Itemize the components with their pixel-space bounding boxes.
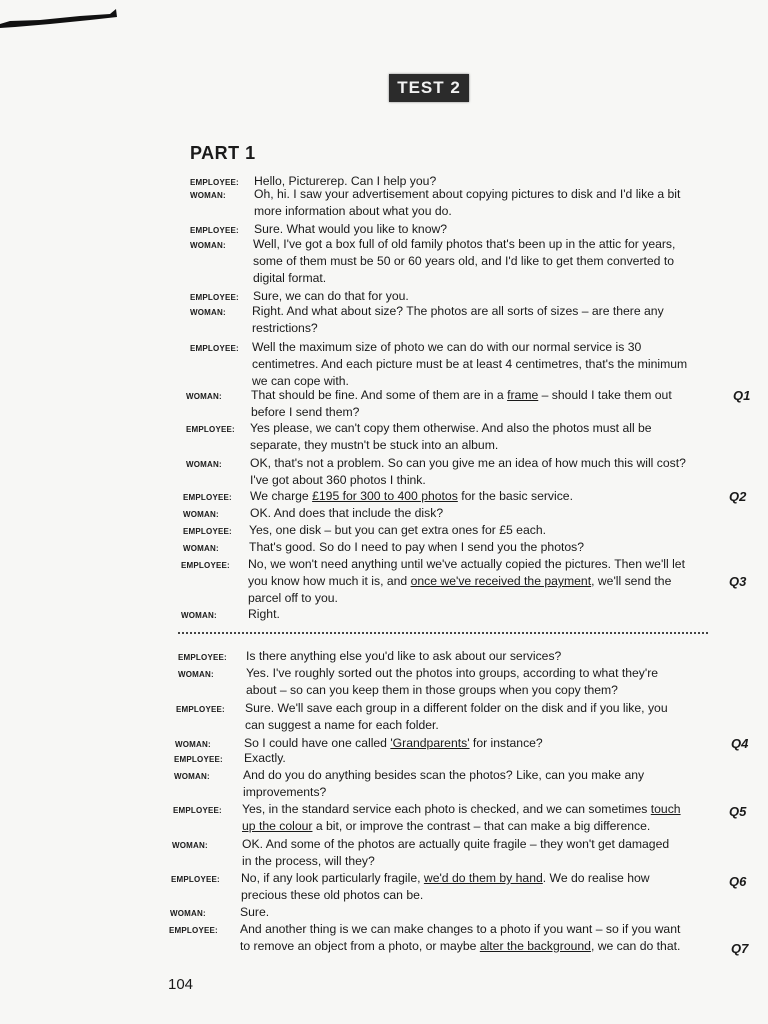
dialogue-line: [240, 938, 680, 955]
speaker-label: EMPLOYEE:: [190, 226, 239, 235]
line-text: precious these old photos can be.: [241, 888, 424, 902]
speaker-label: WOMAN:: [175, 740, 211, 749]
line-text: . We do realise how: [542, 871, 650, 885]
speaker-label: EMPLOYEE:: [169, 926, 218, 935]
answer-underline: once we've received the payment: [410, 574, 592, 588]
question-marker: Q5: [729, 804, 747, 819]
question-marker: Q6: [729, 874, 747, 889]
line-text: Yes please, we can't copy them otherwise. And also the photos must all be: [250, 421, 652, 435]
line-text: digital format.: [253, 271, 327, 285]
line-text: we can cope with.: [252, 374, 349, 388]
dialogue-line: [252, 356, 687, 373]
line-text: improvements?: [243, 785, 327, 799]
line-text: And another thing is we can make changes to a photo if you want – so if you want: [240, 922, 681, 936]
line-text: for the basic service.: [457, 489, 573, 503]
page-number: 104: [168, 976, 194, 993]
speaker-label: WOMAN:: [190, 308, 226, 317]
speaker-label: EMPLOYEE:: [190, 293, 239, 302]
dialogue-line: [248, 590, 338, 607]
dialogue-line: [243, 767, 644, 784]
line-text: OK. And some of the photos are actually quite fragile – they won't get damaged: [242, 837, 670, 851]
speaker-label: EMPLOYEE:: [190, 178, 239, 187]
dialogue-line: [245, 717, 439, 734]
line-text: Sure. What would you like to know?: [254, 222, 448, 236]
speaker-label: EMPLOYEE:: [178, 653, 227, 662]
dialogue-line: [253, 270, 326, 287]
speaker-label: WOMAN:: [190, 191, 226, 200]
line-text: Yes. I've roughly sorted out the photos into groups, according to what they're: [246, 666, 659, 680]
line-text: Right. And what about size? The photos are all sorts of sizes – are there any: [252, 304, 664, 318]
question-marker: Q7: [731, 941, 749, 956]
question-marker: Q1: [733, 388, 751, 403]
speaker-label: WOMAN:: [181, 611, 217, 620]
speaker-label: EMPLOYEE:: [183, 527, 232, 536]
line-text: in the process, will they?: [242, 854, 375, 868]
speaker-label: EMPLOYEE:: [183, 493, 232, 502]
line-text: Sure.: [240, 905, 270, 919]
dialogue-line: [242, 818, 650, 835]
line-text: before I send them?: [251, 405, 360, 419]
dialogue-line: [252, 339, 641, 356]
speaker-label: WOMAN:: [178, 670, 214, 679]
line-text: separate, they mustn't be stuck into an album.: [250, 438, 499, 452]
speaker-label: WOMAN:: [186, 392, 222, 401]
dialogue-line: [250, 437, 498, 454]
line-text: We charge: [250, 489, 313, 503]
line-text: OK. And does that include the disk?: [250, 506, 444, 520]
dialogue-line: [248, 556, 685, 573]
dialogue-line: [244, 750, 286, 767]
line-text: , we'll send the: [591, 574, 672, 588]
line-text: Yes, one disk – but you can get extra ones for £5 each.: [249, 523, 546, 537]
dialogue-line: [243, 784, 326, 801]
dialogue-line: [242, 836, 669, 853]
answer-underline: £195 for 300 to 400 photos: [312, 489, 458, 503]
line-text: Well the maximum size of photo we can do with our normal service is 30: [252, 340, 642, 354]
line-text: for instance?: [469, 736, 543, 750]
test-badge: TEST 2: [389, 74, 469, 102]
speaker-label: WOMAN:: [172, 841, 208, 850]
line-text: Is there anything else you'd like to ask about our services?: [246, 649, 562, 663]
line-text: parcel off to you.: [248, 591, 338, 605]
line-text: can suggest a name for each folder.: [245, 718, 439, 732]
line-text: So I could have one called: [244, 736, 391, 750]
dialogue-line: [254, 186, 680, 203]
speaker-label: EMPLOYEE:: [181, 561, 230, 570]
dialogue-line: [241, 870, 650, 887]
line-text: Right.: [248, 607, 280, 621]
dialogue-line: [252, 320, 318, 337]
speaker-label: EMPLOYEE:: [190, 344, 239, 353]
dialogue-line: [249, 522, 546, 539]
dialogue-line: [242, 801, 681, 818]
dialogue-line: [250, 420, 652, 437]
line-text: Yes, in the standard service each photo is checked, and we can sometimes: [242, 802, 651, 816]
line-text: Exactly.: [244, 751, 286, 765]
line-text: to remove an object from a photo, or maybe: [240, 939, 480, 953]
answer-underline: frame: [507, 388, 539, 402]
dialogue-line: [250, 472, 426, 489]
dialogue-line: [248, 606, 280, 623]
line-text: Oh, hi. I saw your advertisement about copying pictures to disk and I'd like a bit: [254, 187, 681, 201]
dialogue-line: [250, 488, 573, 505]
dialogue-line: [248, 573, 671, 590]
dialogue-line: [249, 539, 584, 556]
scan-mark: [0, 6, 118, 28]
line-text: Hello, Picturerep. Can I help you?: [254, 174, 437, 188]
speaker-label: WOMAN:: [190, 241, 226, 250]
speaker-label: EMPLOYEE:: [186, 425, 235, 434]
line-text: No, we won't need anything until we've actually copied the pictures. Then we'll let: [248, 557, 685, 571]
dialogue-line: [250, 505, 443, 522]
dialogue-line: [246, 665, 658, 682]
line-text: centimetres. And each picture must be at least 4 centimetres, that's the minimum: [252, 357, 688, 371]
speaker-label: WOMAN:: [183, 544, 219, 553]
answer-underline: we'd do them by hand: [423, 871, 543, 885]
line-text: No, if any look particularly fragile,: [241, 871, 424, 885]
line-text: Sure. We'll save each group in a different folder on the disk and if you like, you: [245, 701, 668, 715]
dialogue-line: [246, 648, 561, 665]
line-text: And do you do anything besides scan the photos? Like, can you make any: [243, 768, 645, 782]
question-marker: Q4: [731, 736, 749, 751]
dialogue-line: [252, 303, 664, 320]
line-text: Well, I've got a box full of old family photos that's been up in the attic for years,: [253, 237, 676, 251]
speaker-label: WOMAN:: [170, 909, 206, 918]
speaker-label: EMPLOYEE:: [171, 875, 220, 884]
dialogue-line: [251, 404, 359, 421]
speaker-label: EMPLOYEE:: [176, 705, 225, 714]
part-title: PART 1: [190, 143, 256, 163]
question-marker: Q3: [729, 574, 747, 589]
answer-underline: touch: [650, 802, 681, 816]
line-text: restrictions?: [252, 321, 318, 335]
line-text: Sure, we can do that for you.: [253, 289, 409, 303]
dialogue-line: [253, 253, 674, 270]
line-text: – should I take them out: [538, 388, 672, 402]
dialogue-line: [245, 700, 668, 717]
speaker-label: WOMAN:: [186, 460, 222, 469]
line-text: some of them must be 50 or 60 years old, and I'd like to get them converted to: [253, 254, 674, 268]
speaker-label: WOMAN:: [183, 510, 219, 519]
line-text: about – so can you keep them in those groups when you copy them?: [246, 683, 618, 697]
dialogue-line: [250, 455, 686, 472]
answer-underline: 'Grandparents': [390, 736, 470, 750]
line-text: I've got about 360 photos I think.: [250, 473, 426, 487]
speaker-label: WOMAN:: [174, 772, 210, 781]
dialogue-line: [240, 921, 680, 938]
dialogue-line: [251, 387, 672, 404]
section-divider: [178, 632, 708, 634]
dialogue-line: [253, 236, 675, 253]
line-text: That's good. So do I need to pay when I send you the photos?: [249, 540, 585, 554]
dialogue-line: [254, 203, 452, 220]
speaker-label: EMPLOYEE:: [174, 755, 223, 764]
answer-underline: alter the background: [479, 939, 591, 953]
line-text: OK, that's not a problem. So can you give me an idea of how much this will cost?: [250, 456, 686, 470]
dialogue-line: [246, 682, 618, 699]
answer-underline: up the colour: [242, 819, 313, 833]
dialogue-line: [240, 904, 269, 921]
question-marker: Q2: [729, 489, 747, 504]
line-text: That should be fine. And some of them are in a: [251, 388, 508, 402]
dialogue-line: [241, 887, 423, 904]
dialogue-line: [242, 853, 375, 870]
line-text: , we can do that.: [590, 939, 681, 953]
line-text: more information about what you do.: [254, 204, 452, 218]
line-text: a bit, or improve the contrast – that can make a big difference.: [312, 819, 651, 833]
line-text: you know how much it is, and: [248, 574, 411, 588]
dialogue-line: [244, 735, 543, 752]
speaker-label: EMPLOYEE:: [173, 806, 222, 815]
